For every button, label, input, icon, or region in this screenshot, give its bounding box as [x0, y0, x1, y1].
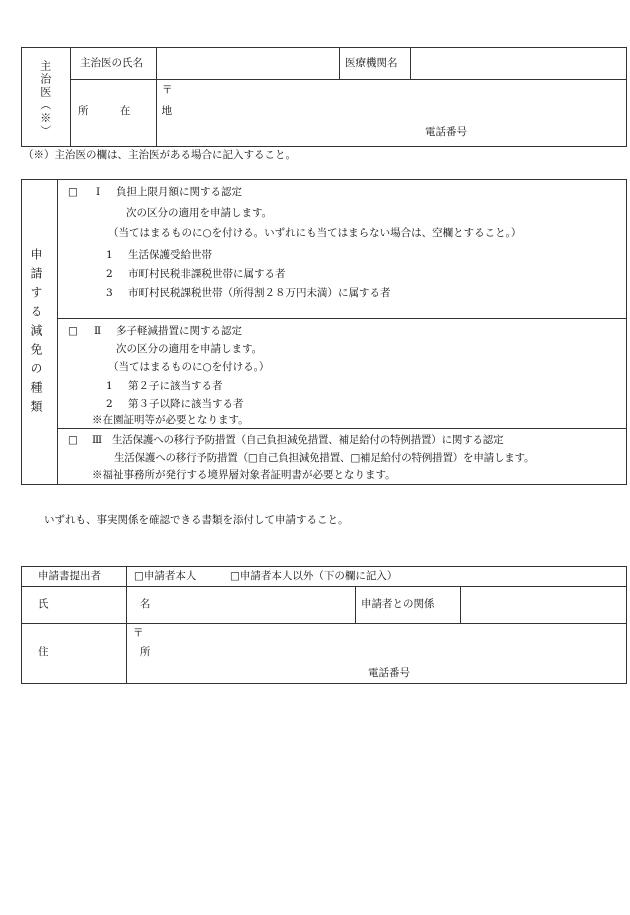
section-1-line-2: （当てはまるものに○を付ける。いずれにも当てはまらない場合は、空欄とすること。）	[108, 227, 522, 239]
section-2-title: 多子軽減措置に関する認定	[116, 325, 242, 337]
applicant-postal-mark: 〒	[133, 627, 144, 639]
reduction-divider-1	[57, 318, 627, 319]
section-2-item-2-num: 2	[106, 398, 113, 410]
doctor-address-field[interactable]	[176, 84, 616, 124]
relation-label: 申請者との関係	[361, 598, 435, 610]
institution-label: 医療機関名	[345, 57, 398, 69]
doctor-phone-label: 電話番号	[425, 126, 467, 138]
section-2-numeral: Ⅱ	[94, 325, 102, 337]
section-2-item-1-num: 1	[106, 380, 113, 392]
applicant-name-label: 氏 名	[38, 598, 195, 610]
reduction-divider-2	[57, 428, 627, 429]
section-2-item-2-text: 第３子以降に該当する者	[128, 398, 244, 410]
applicant-table	[21, 566, 627, 684]
doctor-note: （※）主治医の欄は、主治医がある場合に記入すること。	[23, 149, 296, 161]
section-3-line-1: 生活保護への移行予防措置（□自己負担減免措置、□補足給付の特例措置）を申請します。	[114, 452, 535, 464]
applicant-row-divider-2	[21, 623, 627, 624]
relation-right-divider	[460, 586, 461, 623]
section-3-numeral: Ⅲ	[92, 434, 103, 446]
doctor-label-divider	[156, 47, 157, 147]
applicant-label-divider	[126, 566, 127, 684]
section-2-item-1-text: 第２子に該当する者	[128, 380, 223, 392]
section-2-note: ※在園証明等が必要となります。	[92, 414, 249, 426]
doctor-name-label: 主治医の氏名	[80, 57, 143, 69]
section-3-note: ※福祉事務所が発行する境界層対象者証明書が必要となります。	[92, 469, 396, 481]
institution-right-divider	[410, 47, 411, 79]
section-1-item-1-num: 1	[106, 249, 113, 261]
relation-left-divider	[355, 586, 356, 623]
section-3-title: 生活保護への移行予防措置（自己負担減免措置、補足給付の特例措置）に関する認定	[112, 434, 504, 446]
applicant-address-field[interactable]	[148, 627, 618, 665]
section-3-checkbox[interactable]: □	[68, 434, 78, 446]
reduction-side-divider	[57, 179, 58, 485]
submitter-label: 申請書提出者	[38, 570, 101, 582]
submitter-option-other[interactable]: □申請者本人以外（下の欄に記入）	[230, 570, 398, 582]
doctor-side-divider	[70, 47, 71, 147]
section-1-item-3-num: 3	[106, 287, 113, 299]
applicant-name-field[interactable]	[130, 589, 352, 620]
relation-field[interactable]	[464, 589, 624, 620]
section-1-line-1: 次の区分の適用を申請します。	[126, 207, 273, 219]
section-1-item-2-num: 2	[106, 268, 113, 280]
section-1-checkbox[interactable]: □	[68, 186, 78, 198]
applicant-address-label: 住 所	[38, 646, 195, 658]
submitter-option-self[interactable]: □申請者本人	[134, 570, 197, 582]
section-2-checkbox[interactable]: □	[68, 325, 78, 337]
institution-left-divider	[339, 47, 340, 79]
applicant-phone-label: 電話番号	[368, 667, 410, 679]
doctor-side-label: 主治医（※）	[38, 60, 52, 138]
doctor-postal-mark: 〒	[162, 84, 173, 96]
section-2-line-2: （当てはまるものに○を付ける。）	[108, 361, 270, 373]
section-1-title: 負担上限月額に関する認定	[116, 186, 242, 198]
reduction-side-label: 申請する減免の種類	[29, 248, 43, 419]
applicant-row-divider-1	[21, 586, 627, 587]
doctor-row-divider	[70, 79, 627, 80]
section-2-line-1: 次の区分の適用を申請します。	[116, 343, 263, 355]
section-1-item-2-text: 市町村民税非課税世帯に属する者	[128, 268, 286, 280]
instruction-text: いずれも、事実関係を確認できる書類を添付して申請すること。	[44, 514, 349, 526]
section-1-item-3-text: 市町村民税課税世帯（所得割２８万円未満）に属する者	[128, 287, 391, 299]
section-1-item-1-text: 生活保護受給世帯	[128, 249, 212, 261]
doctor-address-label: 所 在 地	[78, 105, 187, 117]
institution-field[interactable]	[414, 50, 624, 76]
doctor-name-field[interactable]	[160, 50, 336, 76]
section-1-numeral: Ⅰ	[96, 186, 101, 198]
